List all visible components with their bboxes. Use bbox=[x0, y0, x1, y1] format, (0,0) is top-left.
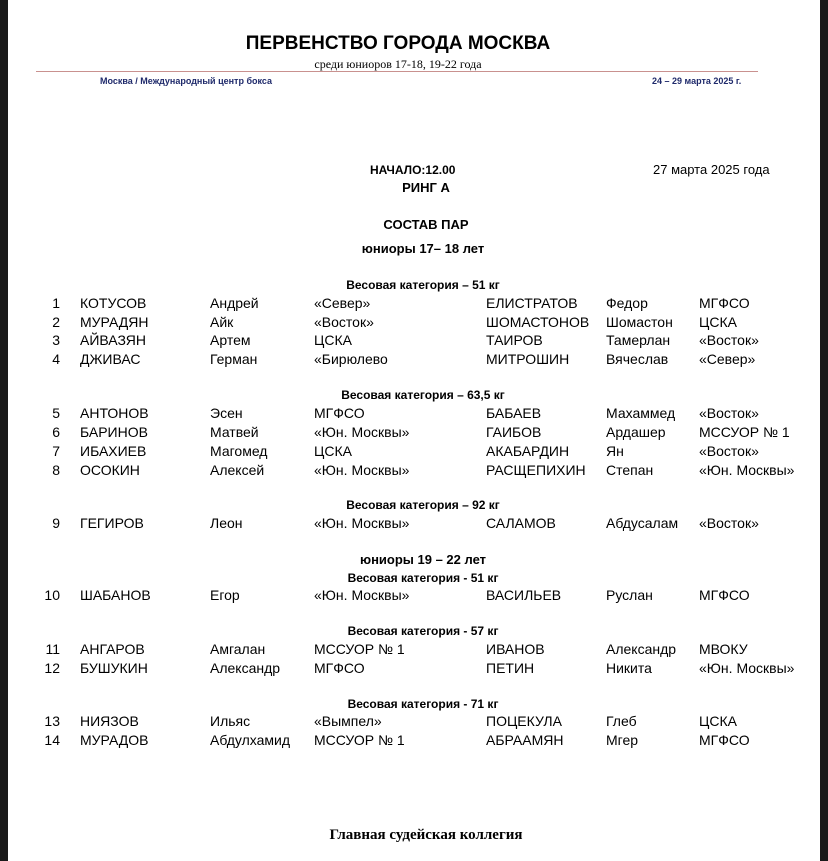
table-row bbox=[8, 641, 820, 660]
boxer1-name: Александр bbox=[210, 660, 281, 676]
boxer2-team: «Восток» bbox=[699, 515, 759, 531]
boxer2-surname: ПОЦЕКУЛА bbox=[486, 713, 562, 729]
boxer1-team: «Юн. Москвы» bbox=[314, 462, 410, 478]
boxer2-team: «Восток» bbox=[699, 405, 759, 421]
boxer1-name: Алексей bbox=[210, 462, 265, 478]
boxer2-surname: ТАИРОВ bbox=[486, 332, 543, 348]
boxer1-name: Герман bbox=[210, 351, 258, 367]
table-row bbox=[8, 713, 820, 732]
boxer2-team: «Восток» bbox=[699, 332, 759, 348]
boxer1-team: «Юн. Москвы» bbox=[314, 587, 410, 603]
boxer2-name: Александр bbox=[606, 641, 677, 657]
weight-category: Весовая категория – 63,5 кг bbox=[341, 388, 505, 402]
pairs-heading: СОСТАВ ПАР bbox=[383, 217, 469, 232]
boxer2-team: ЦСКА bbox=[699, 314, 737, 330]
table-row bbox=[8, 351, 820, 370]
boxer2-team: МГФСО bbox=[699, 295, 750, 311]
table-row bbox=[8, 332, 820, 351]
bout-number: 13 bbox=[44, 713, 60, 729]
boxer1-team: «Север» bbox=[314, 295, 371, 311]
boxer2-name: Никита bbox=[606, 660, 652, 676]
table-row bbox=[8, 587, 820, 606]
boxer1-team: «Бирюлево bbox=[314, 351, 388, 367]
event-dates: 24 – 29 марта 2025 г. bbox=[652, 76, 742, 86]
boxer1-team: ЦСКА bbox=[314, 332, 352, 348]
start-time: НАЧАЛО:12.00 bbox=[370, 163, 456, 177]
boxer1-name: Амгалан bbox=[210, 641, 266, 657]
bout-number: 10 bbox=[44, 587, 60, 603]
header-divider bbox=[36, 71, 758, 72]
document-page bbox=[8, 0, 820, 861]
boxer2-name: Федор bbox=[606, 295, 648, 311]
table-row bbox=[8, 515, 820, 534]
boxer2-team: МССУОР № 1 bbox=[699, 424, 790, 440]
bout-number: 5 bbox=[52, 405, 60, 421]
boxer2-surname: ШОМАСТОНОВ bbox=[486, 314, 590, 330]
boxer1-surname: НИЯЗОВ bbox=[80, 713, 139, 729]
boxer2-surname: РАСЩЕПИХИН bbox=[486, 462, 586, 478]
bout-number: 4 bbox=[52, 351, 60, 367]
boxer1-surname: АНТОНОВ bbox=[80, 405, 149, 421]
boxer2-surname: АБРААМЯН bbox=[486, 732, 564, 748]
boxer1-team: МГФСО bbox=[314, 405, 365, 421]
bout-number: 6 bbox=[52, 424, 60, 440]
table-row bbox=[8, 424, 820, 443]
boxer1-name: Абдулхамид bbox=[210, 732, 291, 748]
boxer2-name: Тамерлан bbox=[606, 332, 671, 348]
boxer2-surname: БАБАЕВ bbox=[486, 405, 542, 421]
boxer2-team: «Юн. Москвы» bbox=[699, 462, 795, 478]
boxer1-name: Айк bbox=[210, 314, 234, 330]
boxer1-name: Ильяс bbox=[210, 713, 251, 729]
venue-text: Москва / Международный центр бокса bbox=[100, 76, 273, 86]
weight-category: Весовая категория – 51 кг bbox=[346, 278, 500, 292]
bout-number: 14 bbox=[44, 732, 60, 748]
weight-category: Весовая категория – 92 кг bbox=[346, 498, 500, 512]
weight-category: Весовая категория - 51 кг bbox=[347, 571, 499, 585]
bout-number: 8 bbox=[52, 462, 60, 478]
table-row bbox=[8, 462, 820, 481]
boxer1-surname: БУШУКИН bbox=[80, 660, 148, 676]
boxer1-surname: МУРАДОВ bbox=[80, 732, 149, 748]
weight-category: Весовая категория - 71 кг bbox=[347, 697, 499, 711]
boxer1-team: «Вымпел» bbox=[314, 713, 382, 729]
boxer1-name: Артем bbox=[210, 332, 251, 348]
section-title: юниоры 17– 18 лет bbox=[361, 241, 485, 256]
boxer2-surname: ПЕТИН bbox=[486, 660, 535, 676]
boxer2-surname: ИВАНОВ bbox=[486, 641, 545, 657]
boxer2-name: Вячеслав bbox=[606, 351, 669, 367]
boxer2-team: ЦСКА bbox=[699, 713, 737, 729]
table-row bbox=[8, 295, 820, 314]
bout-date: 27 марта 2025 года bbox=[653, 162, 770, 177]
boxer2-surname: ВАСИЛЬЕВ bbox=[486, 587, 562, 603]
boxer2-surname: САЛАМОВ bbox=[486, 515, 556, 531]
boxer1-team: МССУОР № 1 bbox=[314, 732, 405, 748]
boxer2-surname: ЕЛИСТРАТОВ bbox=[486, 295, 578, 311]
boxer1-name: Леон bbox=[210, 515, 243, 531]
boxer2-surname: АКАБАРДИН bbox=[486, 443, 570, 459]
boxer1-team: «Юн. Москвы» bbox=[314, 424, 410, 440]
bout-number: 2 bbox=[52, 314, 60, 330]
boxer1-name: Андрей bbox=[210, 295, 259, 311]
boxer1-surname: АНГАРОВ bbox=[80, 641, 145, 657]
table-row bbox=[8, 314, 820, 333]
boxer2-team: «Юн. Москвы» bbox=[699, 660, 795, 676]
table-row bbox=[8, 405, 820, 424]
boxer2-name: Ардашер bbox=[606, 424, 666, 440]
bout-number: 7 bbox=[52, 443, 60, 459]
bout-number: 9 bbox=[52, 515, 60, 531]
boxer2-team: МГФСО bbox=[699, 732, 750, 748]
boxer1-surname: ГЕГИРОВ bbox=[80, 515, 144, 531]
table-row bbox=[8, 660, 820, 679]
boxer1-surname: ШАБАНОВ bbox=[80, 587, 151, 603]
weight-category: Весовая категория - 57 кг bbox=[347, 624, 499, 638]
boxer2-name: Ян bbox=[606, 443, 624, 459]
document-subtitle: среди юниоров 17-18, 19-22 года bbox=[314, 57, 482, 71]
bout-number: 11 bbox=[45, 641, 60, 657]
boxer1-surname: МУРАДЯН bbox=[80, 314, 149, 330]
boxer1-team: «Восток» bbox=[314, 314, 374, 330]
boxer1-surname: ИБАХИЕВ bbox=[80, 443, 147, 459]
boxer2-name: Шомастон bbox=[606, 314, 673, 330]
table-row bbox=[8, 732, 820, 751]
bout-number: 1 bbox=[52, 295, 60, 311]
ring-label: РИНГ А bbox=[402, 180, 450, 195]
boxer1-team: «Юн. Москвы» bbox=[314, 515, 410, 531]
boxer1-surname: БАРИНОВ bbox=[80, 424, 148, 440]
boxer2-name: Глеб bbox=[606, 713, 637, 729]
boxer1-name: Магомед bbox=[210, 443, 268, 459]
boxer1-team: ЦСКА bbox=[314, 443, 352, 459]
footer-signature: Главная судейская коллегия bbox=[329, 827, 523, 843]
boxer2-team: «Восток» bbox=[699, 443, 759, 459]
document-title: ПЕРВЕНСТВО ГОРОДА МОСКВА bbox=[245, 33, 551, 54]
boxer1-name: Егор bbox=[210, 587, 240, 603]
boxer2-surname: ГАИБОВ bbox=[486, 424, 542, 440]
boxer1-team: МГФСО bbox=[314, 660, 365, 676]
boxer1-team: МССУОР № 1 bbox=[314, 641, 405, 657]
boxer2-name: Абдусалам bbox=[606, 515, 679, 531]
section-title: юниоры 19 – 22 лет bbox=[359, 552, 487, 567]
boxer1-surname: ДЖИВАС bbox=[80, 351, 141, 367]
bout-number: 12 bbox=[44, 660, 60, 676]
boxer2-team: МГФСО bbox=[699, 587, 750, 603]
boxer2-name: Мгер bbox=[606, 732, 639, 748]
boxer2-team: МВОКУ bbox=[699, 641, 748, 657]
boxer2-name: Махаммед bbox=[606, 405, 676, 421]
table-row bbox=[8, 443, 820, 462]
boxer1-surname: ОСОКИН bbox=[80, 462, 140, 478]
boxer1-name: Эсен bbox=[210, 405, 243, 421]
bout-number: 3 bbox=[52, 332, 60, 348]
boxer2-name: Руслан bbox=[606, 587, 653, 603]
boxer2-surname: МИТРОШИН bbox=[486, 351, 570, 367]
boxer2-team: «Север» bbox=[699, 351, 756, 367]
boxer1-surname: АЙВАЗЯН bbox=[80, 332, 146, 348]
boxer1-name: Матвей bbox=[210, 424, 259, 440]
boxer2-name: Степан bbox=[606, 462, 654, 478]
boxer1-surname: КОТУСОВ bbox=[80, 295, 147, 311]
